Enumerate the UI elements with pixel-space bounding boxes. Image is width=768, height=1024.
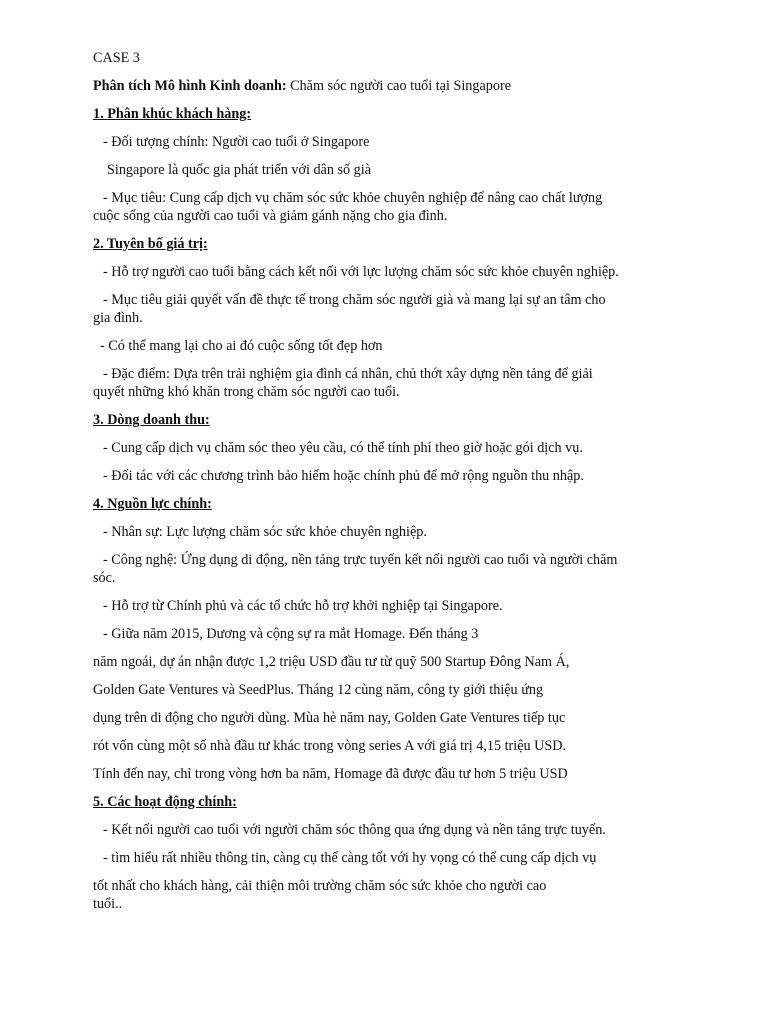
paragraph-line: - Mục tiêu: Cung cấp dịch vụ chăm sóc sức khỏe chuyên nghiệp để nâng cao chất lượng [103,190,603,206]
section-heading-customer-segments: 1. Phân khúc khách hàng: [93,106,252,122]
paragraph [93,551,683,587]
paragraph-line: năm ngoái, dự án nhận được 1,2 triệu USD đầu tư từ quỹ 500 Startup Đông Nam Á, [93,654,570,670]
paragraph-line: quyết những khó khăn trong chăm sóc người cao tuổi. [93,384,400,400]
paragraph-line: - tìm hiểu rất nhiều thông tin, càng cụ thể càng tốt với hy vọng có thể cung cấp dịch vụ [103,850,597,866]
paragraph-line: - Đối tác với các chương trình bảo hiểm hoặc chính phủ để mở rộng nguồn thu nhập. [103,468,584,484]
paragraph-line: - Đối tượng chính: Người cao tuổi ở Singapore [103,134,370,150]
paragraph-line: - Mục tiêu giải quyết vấn đề thực tế trong chăm sóc người già và mang lại sự an tâm cho [103,292,606,308]
paragraph [93,365,683,401]
section-heading-key-resources: 4. Nguồn lực chính: [93,496,212,512]
paragraph-line: Golden Gate Ventures và SeedPlus. Tháng 12 cùng năm, công ty giới thiệu ứng [93,682,544,698]
paragraph [93,291,683,327]
section-heading-revenue-streams: 3. Dòng doanh thu: [93,412,210,428]
title-bold: Phân tích Mô hình Kinh doanh: [93,78,287,94]
paragraph-line: - Kết nối người cao tuổi với người chăm sóc thông qua ứng dụng và nền tảng trực tuyến. [103,822,606,838]
title-rest: Chăm sóc người cao tuổi tại Singapore [286,78,511,94]
paragraph-line: - Hỗ trợ từ Chính phủ và các tổ chức hỗ trợ khởi nghiệp tại Singapore. [103,598,503,614]
case-label: CASE 3 [93,50,140,66]
document-page [93,49,683,913]
paragraph [93,877,683,913]
paragraph-line: - Cung cấp dịch vụ chăm sóc theo yêu cầu, có thể tính phí theo giờ hoặc gói dịch vụ. [103,440,583,456]
paragraph-line: - Công nghệ: Ứng dụng di động, nền tảng trực tuyến kết nối người cao tuổi và người chăm [103,552,618,568]
paragraph-line: - Giữa năm 2015, Dương và cộng sự ra mắt Homage. Đến tháng 3 [103,626,479,642]
paragraph-line: - Có thể mang lại cho ai đó cuộc sống tốt đẹp hơn [100,338,383,354]
section-heading-key-activities: 5. Các hoạt động chính: [93,794,237,810]
paragraph-line: dụng trên di động cho người dùng. Mùa hè năm nay, Golden Gate Ventures tiếp tục [93,710,566,726]
paragraph-line: tuổi.. [93,896,123,912]
paragraph-line: - Hỗ trợ người cao tuổi bằng cách kết nối với lực lượng chăm sóc sức khỏe chuyên nghiệp. [103,264,619,280]
paragraph-line: sóc. [93,570,116,586]
paragraph-line: tốt nhất cho khách hàng, cải thiện môi trường chăm sóc sức khỏe cho người cao [93,878,547,894]
paragraph-line: gia đình. [93,310,143,326]
document-title [93,77,683,95]
paragraph [93,189,683,225]
paragraph-line: cuộc sống của người cao tuổi và giảm gánh nặng cho gia đình. [93,208,448,224]
paragraph-line: - Đặc điểm: Dựa trên trải nghiệm gia đình cá nhân, chủ thớt xây dựng nền tảng để giải [103,366,593,382]
paragraph-line: Tính đến nay, chỉ trong vòng hơn ba năm, Homage đã được đầu tư hơn 5 triệu USD [93,766,568,782]
paragraph-line: - Nhân sự: Lực lượng chăm sóc sức khỏe chuyên nghiệp. [103,524,427,540]
section-heading-value-proposition: 2. Tuyên bố giá trị: [93,236,208,252]
paragraph-line: Singapore là quốc gia phát triển với dân số già [107,162,371,178]
paragraph-line: rót vốn cùng một số nhà đầu tư khác trong vòng series A với giá trị 4,15 triệu USD. [93,738,567,754]
